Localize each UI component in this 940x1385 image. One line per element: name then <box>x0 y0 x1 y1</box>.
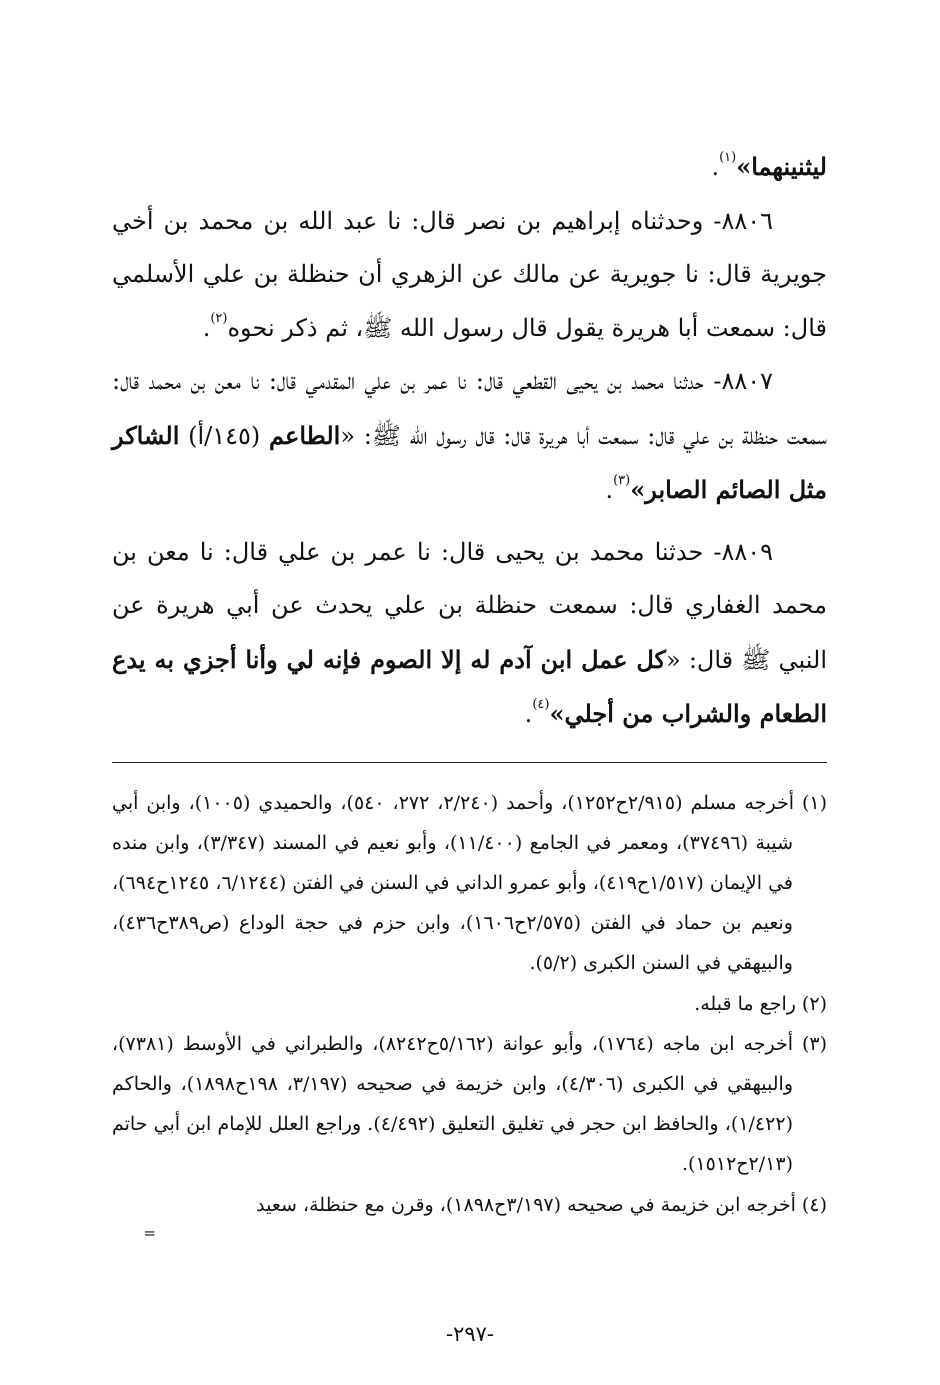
hadith-8807-quote-part-1: الطاعم <box>269 420 341 450</box>
quote-ending: ليثنينهما» <box>736 152 827 181</box>
footnote-ref-1: (١) <box>719 150 737 165</box>
hadith-8806: ٨٨٠٦- وحدثناه إبراهيم بن نصر قال: نا عبد الله بن محمد بن أخي جويرية قال: نا جويرية عن مالك عن الزهري أن حنظلة بن علي الأسلمي قال: سمعت أبا هريرة يقول قال رسول الله ﷺ، ثم ذكر نحوه$^{(٢)}$. <box>112 206 827 342</box>
hadith-8807-quote-close: » <box>630 475 646 504</box>
manuscript-folio-mark: (١٤٥/أ) <box>179 421 270 450</box>
footnote-4: (٤) أخرجه ابن خزيمة في صحيحه (٣/١٩٧ح١٨٩٨)، وقرن مع حنظلة، سعيد <box>256 1193 827 1216</box>
hadith-8809: ٨٨٠٩- حدثنا محمد بن يحيى قال: نا عمر بن علي قال: نا معن بن محمد الغفاري قال: سمعت حنظلة بن علي يحدث عن أبي هريرة عن النبي ﷺ قال: «كل عمل ابن آدم له إلا الصوم فإنه لي وأنا أجزي به يدع الطعام والشراب من أجلي»$^{(٤)}$. <box>112 537 827 728</box>
footnote-3: (٣) أخرجه ابن ماجه (١٧٦٤)، وأبو عوانة (٥/١٦٢ح٨٢٤٢)، والطبراني في الأوسط (٧٣٨١)، والبيهقي في الكبرى (٤/٣٠٦)، وابن خزيمة في صحيحه (٣/١٩٧، ١٩٨ح١٨٩٨)، والحاكم (١/٤٢٢)، والحافظ ابن حجر في تغليق التعليق (٤/٤٩٢). وراجع العلل للإمام ابن أبي حاتم (٢/١٣ح١٥١٢). <box>112 1032 827 1176</box>
footnote-4-wrapper: (٤) أخرجه ابن خزيمة في صحيحه (٣/١٩٧ح١٨٩٨)، وقرن مع حنظلة، سعيد = <box>112 1185 827 1225</box>
hadith-8809-text: ٨٨٠٩- حدثنا محمد بن يحيى قال: نا عمر بن علي قال: نا معن بن محمد الغفاري قال: سمعت حنظلة بن علي يحدث عن أبي هريرة عن النبي ﷺ قال: « <box>112 537 827 674</box>
hadith-8809-quote: كل عمل ابن آدم له إلا الصوم فإنه لي وأنا أجزي به يدع الطعام والشراب من أجلي <box>112 644 827 728</box>
hadith-8807: ٨٨٠٧- حدثنا محمد بن يحيى القطعي قال: نا عمر بن علي المقدمي قال: نا معن بن محمد قال: سمعت حنظلة بن علي قال: سمعت أبا هريرة قال: قال رسول الله ﷺ: «الطاعم (١٤٥/أ) الشاكر مثل الصائم الصابر»$^{(٣)}$. <box>112 367 827 504</box>
page-number: -٢٩٧- <box>445 1322 495 1346</box>
footnotes <box>112 783 828 1242</box>
footnote-ref-4: (٤) <box>532 697 550 712</box>
footnote-2: (٢) راجع ما قبله. <box>694 992 827 1015</box>
hadith-8807-text: ٨٨٠٧- حدثنا محمد بن يحيى القطعي قال: نا عمر بن علي المقدمي قال: نا معن بن محمد قال: سمعت حنظلة بن علي قال: سمعت أبا هريرة قال: قال رسول الله ﷺ: « <box>112 367 827 450</box>
hadith-8806-text: ٨٨٠٦- وحدثناه إبراهيم بن نصر قال: نا عبد الله بن محمد بن أخي جويرية قال: نا جويرية عن مالك عن الزهري أن حنظلة بن علي الأسلمي قال: سمعت أبا هريرة يقول قال رسول الله ﷺ، ثم ذكر نحوه <box>112 206 827 342</box>
hadith-8807-quote-part-2: الشاكر مثل الصائم الصابر <box>112 420 827 504</box>
footnote-1: (١) أخرجه مسلم (٢/٩١٥ح١٢٥٢)، وأحمد (٢/٢٤٠، ٢٧٢، ٥٤٠)، والحميدي (١٠٠٥)، وابن أبي شيبة (٣٧٤٩٦)، ومعمر في الجامع (١١/٤٠٠)، وأبو نعيم في المسند (٣/٣٤٧)، وابن منده في الإيمان (١/٥١٧ح٤١٩)، وأبو عمرو الداني في السنن في الفتن (٦/١٢٤٤، ١٢٤٥ح٦٩٤)، ونعيم بن حماد في الفتن (٢/٥٧٥ح١٦٠٦)، وابن حزم في حجة الوداع (ص٣٨٩ح٤٣٦)، والبيهقي في السنن الكبرى (٥/٢). <box>112 791 828 975</box>
hadith-8809-quote-close: » <box>549 699 565 728</box>
footnote-ref-3: (٣) <box>613 473 631 488</box>
main-text <box>112 140 827 742</box>
hadith-8805-ending: ليثنينهما»$^{(١)}$. <box>711 150 827 181</box>
paragraph-gap <box>112 518 827 526</box>
footnote-ref-2: (٢) <box>210 310 228 326</box>
page-body <box>112 140 828 1242</box>
footnote-separator <box>112 762 827 763</box>
